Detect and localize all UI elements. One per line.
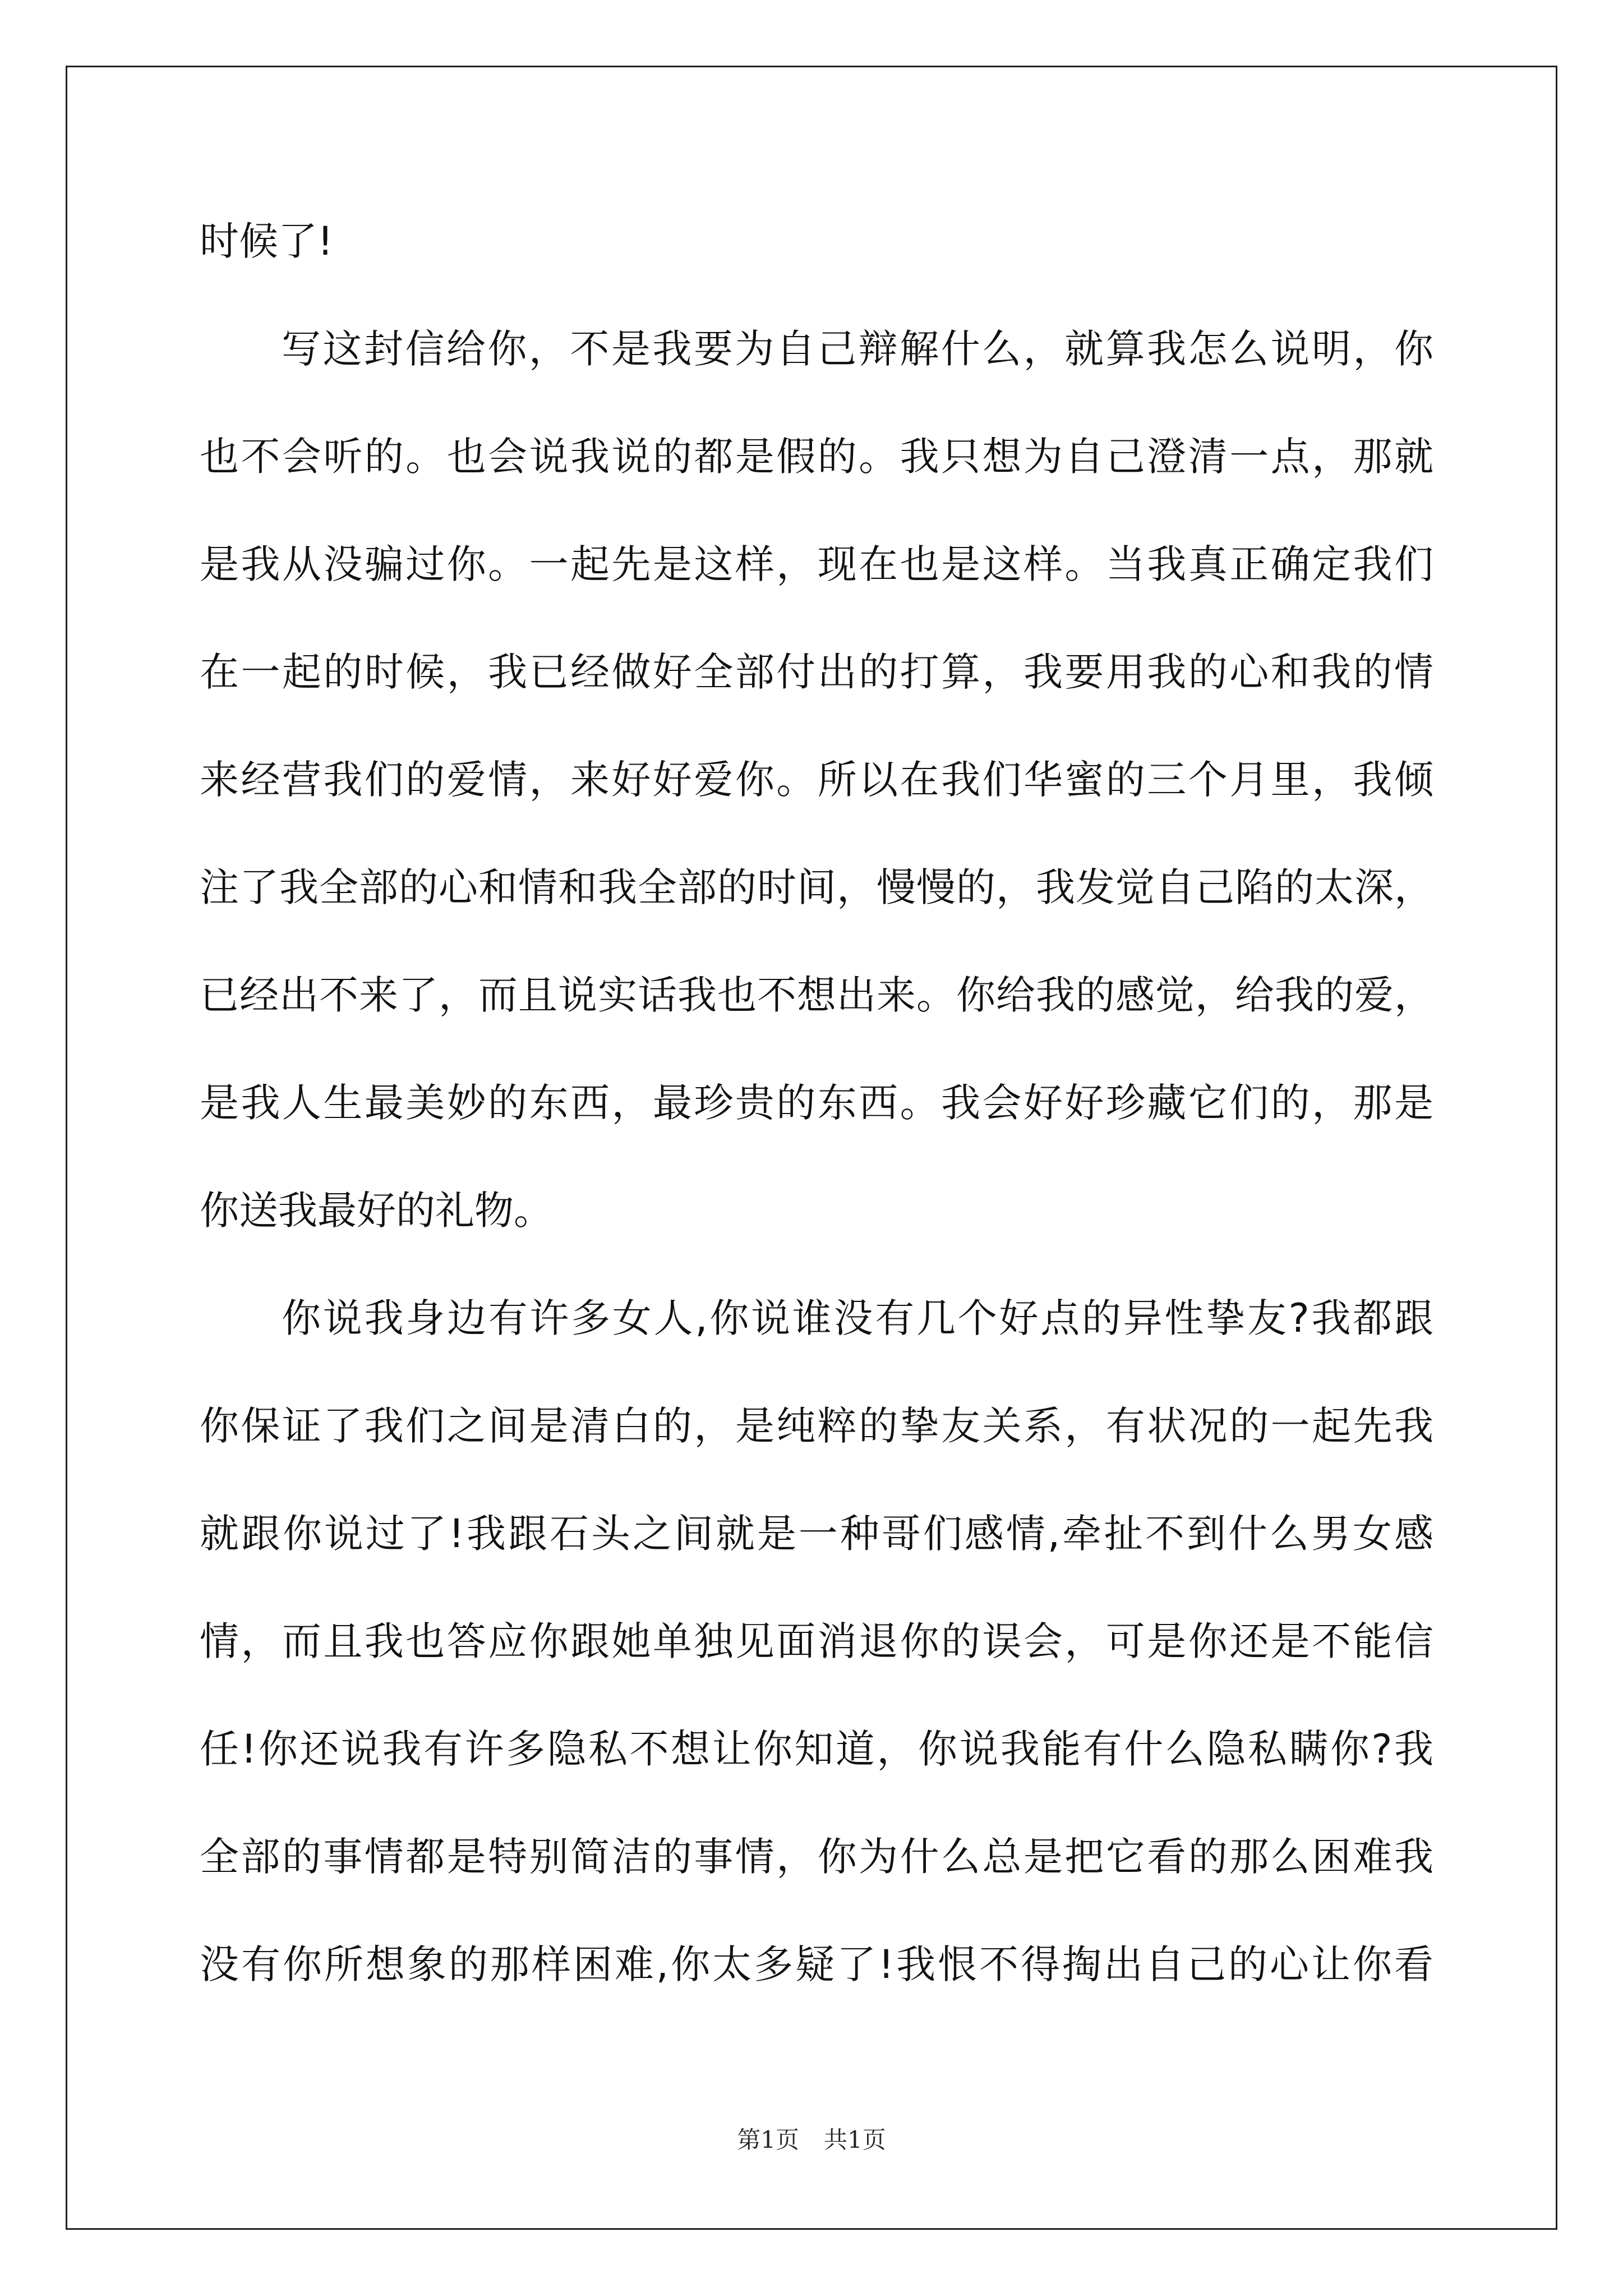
text-line: 你说我身边有许多女人,你说谁没有几个好点的异性挚友?我都跟 xyxy=(282,1295,1433,1341)
text-line: 也不会听的。也会说我说的都是假的。我只想为自己澄清一点，那就 xyxy=(200,434,1433,480)
page-border xyxy=(66,66,1557,2230)
page-footer xyxy=(0,2123,1623,2157)
text-line: 是我从没骗过你。一起先是这样，现在也是这样。当我真正确定我们 xyxy=(200,541,1433,587)
text-line: 你保证了我们之间是清白的，是纯粹的挚友关系，有状况的一起先我 xyxy=(200,1403,1433,1449)
page-number: 第1页 xyxy=(737,2126,799,2154)
page-count: 共1页 xyxy=(824,2126,886,2154)
text-line: 就跟你说过了!我跟石头之间就是一种哥们感情,牵扯不到什么男女感 xyxy=(200,1511,1433,1557)
text-line: 你送我最好的礼物。 xyxy=(200,1188,553,1234)
text-line: 全部的事情都是特别简洁的事情，你为什么总是把它看的那么困难我 xyxy=(200,1834,1433,1880)
text-line: 是我人生最美妙的东西，最珍贵的东西。我会好好珍藏它们的，那是 xyxy=(200,1080,1433,1126)
text-line: 没有你所想象的那样困难,你太多疑了!我恨不得掏出自己的心让你看 xyxy=(200,1941,1433,1987)
text-line: 来经营我们的爱情，来好好爱你。所以在我们华蜜的三个月里，我倾 xyxy=(200,757,1433,803)
text-line: 在一起的时候，我已经做好全部付出的打算，我要用我的心和我的情 xyxy=(200,649,1433,695)
text-line: 时候了! xyxy=(200,218,334,264)
text-line: 已经出不来了，而且说实话我也不想出来。你给我的感觉，给我的爱， xyxy=(200,972,1433,1018)
text-line: 情，而且我也答应你跟她单独见面消退你的误会，可是你还是不能信 xyxy=(200,1618,1433,1664)
text-line: 注了我全部的心和情和我全部的时间，慢慢的，我发觉自己陷的太深， xyxy=(200,864,1433,910)
text-line: 写这封信给你，不是我要为自己辩解什么，就算我怎么说明，你 xyxy=(282,326,1433,372)
text-line: 任!你还说我有许多隐私不想让你知道，你说我能有什么隐私瞒你?我 xyxy=(200,1726,1433,1772)
